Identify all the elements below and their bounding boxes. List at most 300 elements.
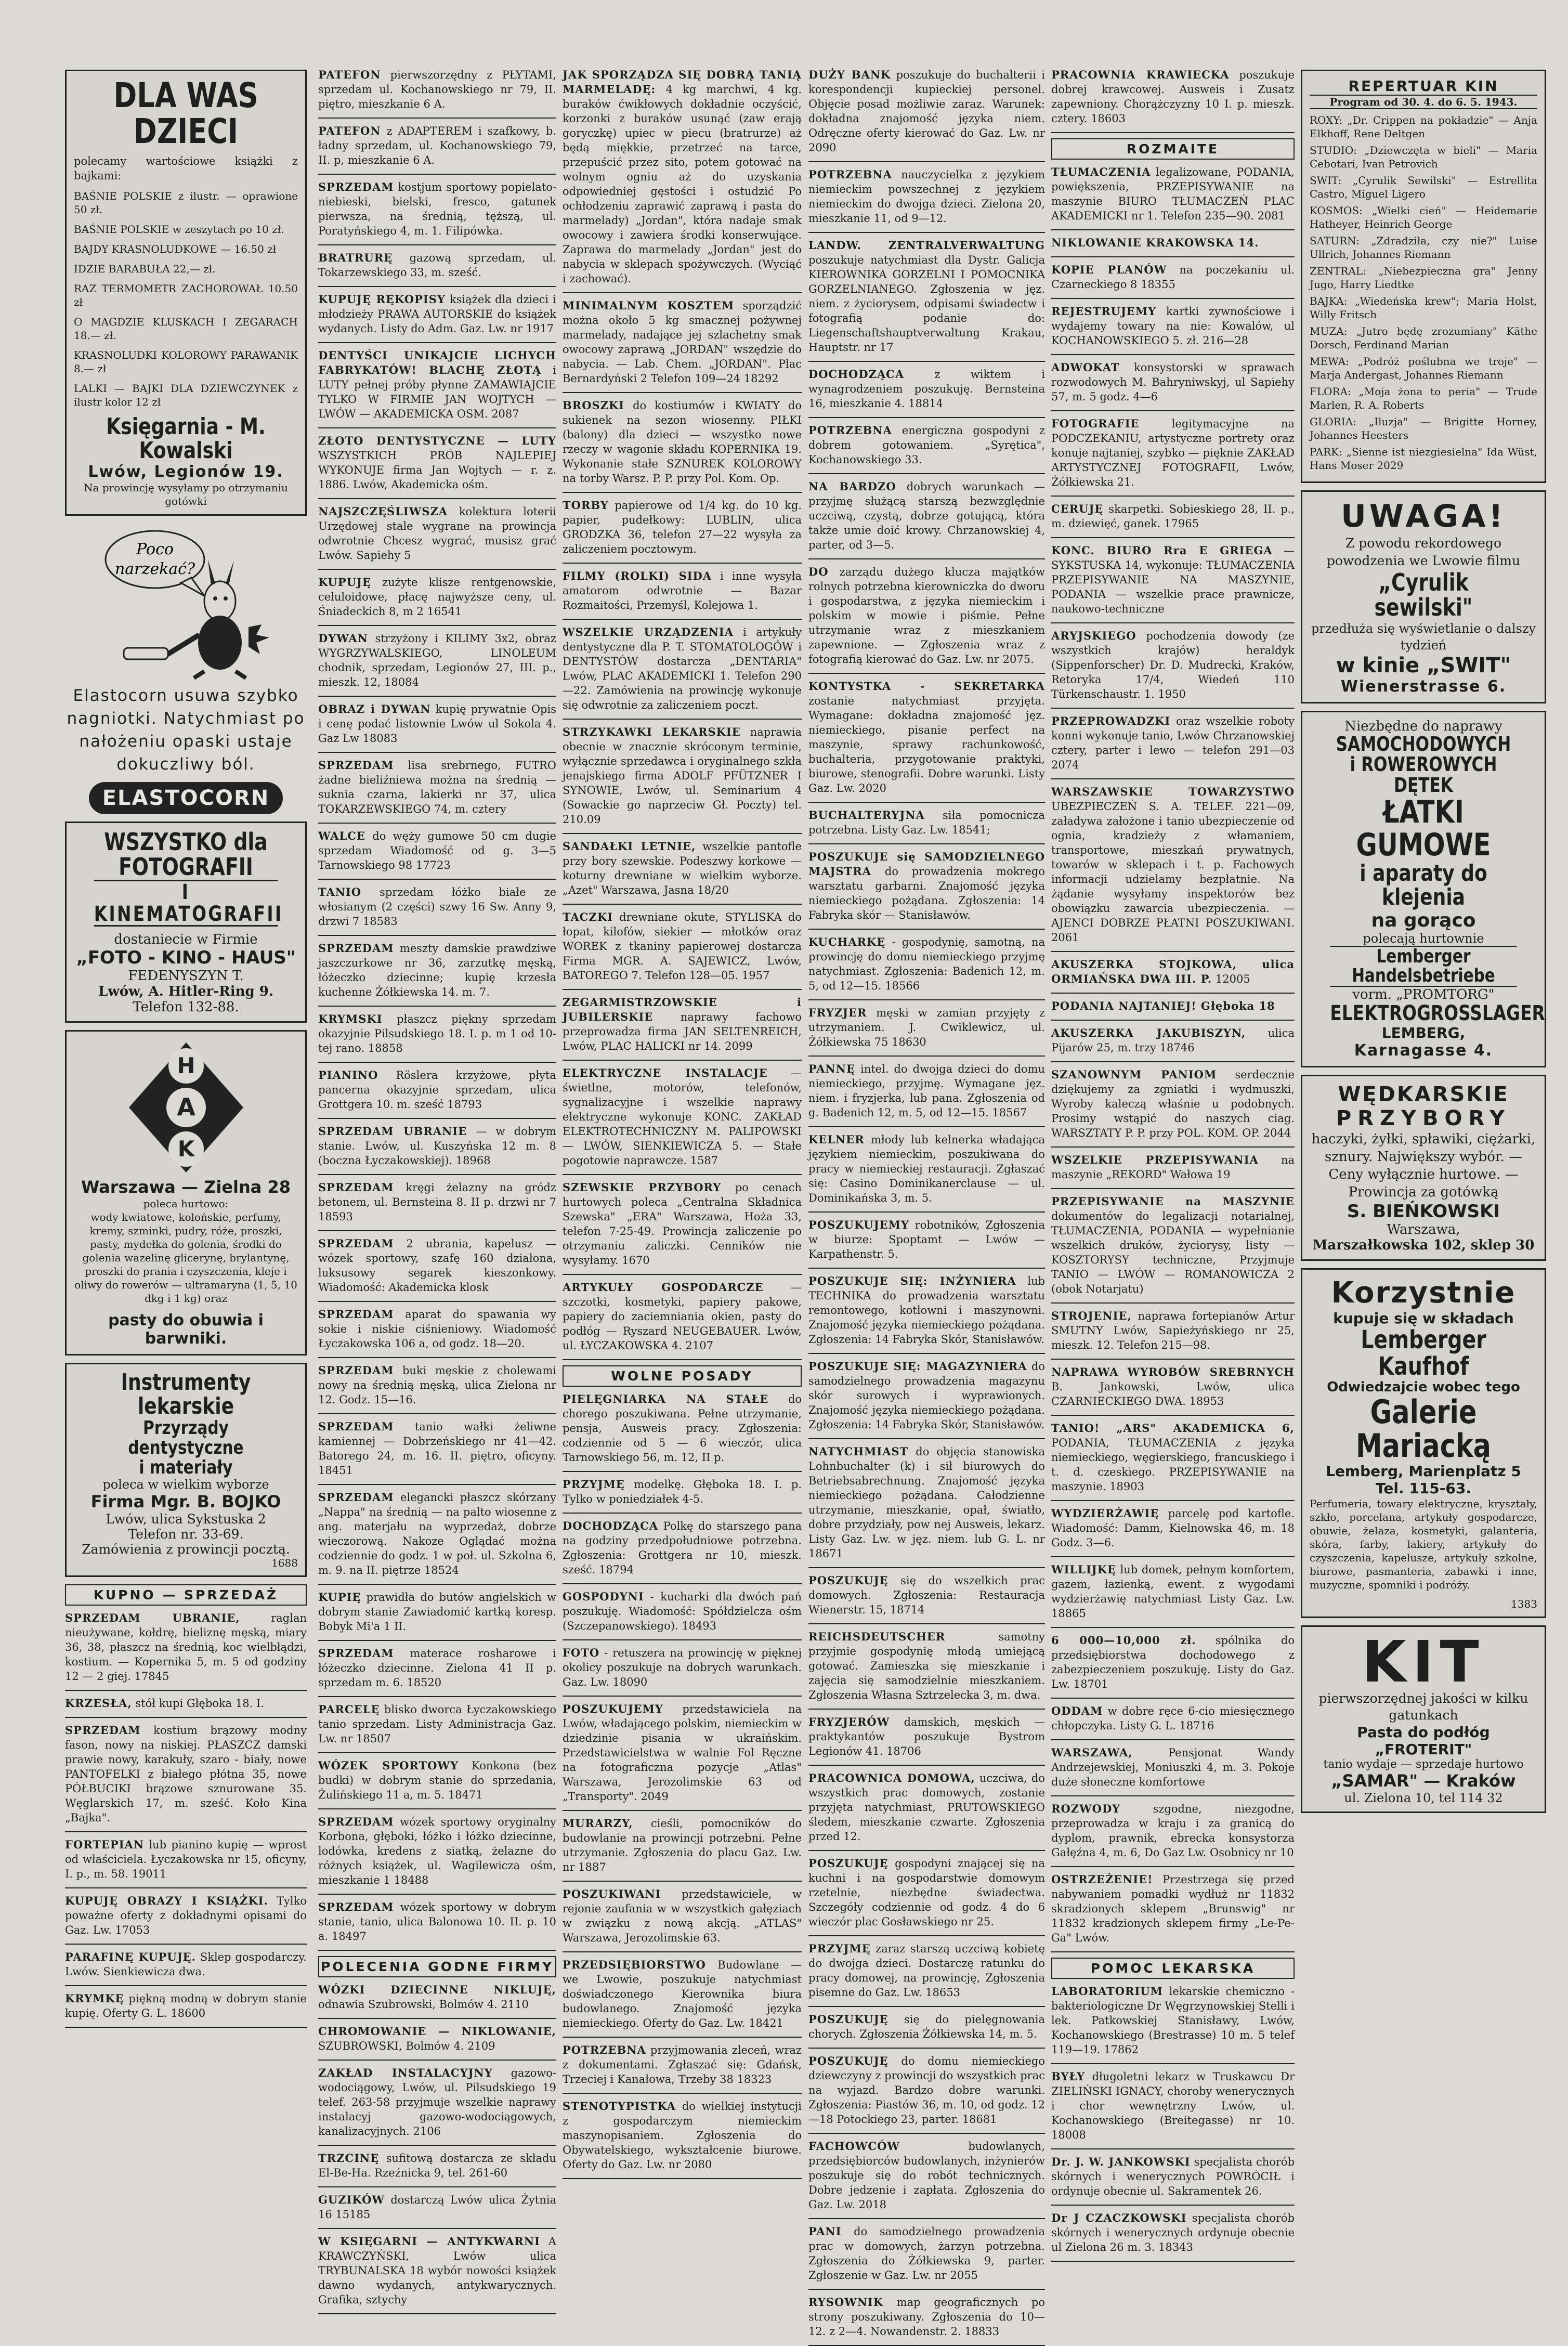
- ad-lead: PRACOWNIA KRAWIECKA: [1051, 68, 1230, 81]
- ad-text: męski w zamian przyjęty z utrzymaniem. J. Cwiklewicz, ul. Żółkiewska 75 18630: [808, 1007, 1045, 1048]
- divider: [1051, 778, 1295, 779]
- kit-address: ul. Zielona 10, tel 114 32: [1344, 1791, 1503, 1806]
- classified-ad: [318, 68, 556, 111]
- ad-latki-gumowe: [1301, 711, 1546, 1068]
- ad-text: poszukuje natychmiast dla Dystr. Galicja KIEROWNIKA GORZELNI I POMOCNIKA GORZELNIANEGO. Zgłoszenia w jęz. niem. z życiorysem, odpisami świadectw i fotografią podanie do: Liegenschaftshauptverwaltung Krakau, Hauptstr. nr 17: [808, 254, 1045, 354]
- ad-lead: WILLIJKĘ: [1051, 1563, 1116, 1576]
- classified-ad: [563, 725, 802, 827]
- cinema-listing: PARK: „Sienne ist niezgiesielna" Ida Wüst, Hans Moser 2029: [1310, 446, 1537, 472]
- section-header-wolne-posady: WOLNE POSADY: [563, 1365, 802, 1387]
- ad-text: kostium brązowy modny fason, nowy na niskiej. PŁASZCZ damski prawie nowy, karakuły, szaro - biały, nowe PANTOFELKI z białego płótna 35, nowe PÓŁBUCIKI brązowe sznurowane 35. Węglarskich 17, m. sześć. Koło Kina „Bajka".: [65, 1724, 307, 1824]
- divider: [318, 1230, 556, 1231]
- classified-ad: [1051, 1704, 1295, 1733]
- divider: [808, 1438, 1045, 1439]
- ad-text: B. Jankowski, Lwów, ulica CZARNIECKIEGO DWA. 18953: [1051, 1380, 1295, 1407]
- classified-ad: [318, 702, 556, 746]
- ad-dla-was-dzieci: [65, 70, 307, 516]
- ad-text: Polkę do starszego pana na godziny przedpołudniowe potrzebna. Zgłoszenia: Grottgera nr 10, mieszk. sześć. 18794: [563, 1520, 802, 1576]
- divider: [318, 1696, 556, 1697]
- classified-list: [563, 1392, 802, 2179]
- divider: [808, 2006, 1045, 2007]
- ad-lead: Dr. J. W. JANKOWSKI: [1051, 2155, 1191, 2168]
- divider: [1051, 2148, 1295, 2149]
- classified-list: [1051, 165, 1295, 1952]
- ad-text: Röslera krzyżowe, płyta pancerna okazyjnie sprzedam, ulica Grottgera 10. m. sześć 18793: [318, 1069, 556, 1111]
- ad-text: z wiktem i wynagrodzeniem poszukuję. Bernsteina 16, mieszkanie 4. 18814: [808, 368, 1045, 410]
- classified-ad: [808, 2054, 1045, 2127]
- ad-text: do samodzielnego prowadzenia prac w domowych, żarzyn potrzebna. Zgłoszenia do Żółkiewska 9, parter. Zgłoszenie w Gaz. Lw. nr 2055: [808, 2225, 1045, 2282]
- classified-ad: [318, 348, 556, 421]
- divider: [1051, 993, 1295, 994]
- divider: [563, 1639, 802, 1640]
- ad-title: DLA WAS DZIECI: [113, 75, 258, 152]
- ad-text: zostanie natychmiast przyjęta. Wymagane: dokładna znajomość jęz. niemieckiego, pisanie perfect na maszynie, sprawy rachunkowość, buchalteria, przygotowanie praktyki, biurowe, stenografii. Dobre warunki. Listy Gaz. Lw. 2020: [808, 695, 1045, 794]
- divider: [563, 1513, 802, 1514]
- ad-text: drewniane okute, STYLISKA do łopat, kilofów, siekier — młotków oraz WOREK z tkaniny papierowej dostarcza Firma MGR. A. SAJEWICZ, Lwów, BATOREGO 7. Telefon 128—05. 1957: [563, 911, 802, 982]
- ad-text: SZUBROWSKI, Bolmów 4. 2109: [318, 2040, 495, 2052]
- classified-ad: [1051, 2069, 1295, 2142]
- latki-line7: polecają hurtownie: [1363, 931, 1484, 946]
- ad-lead: ARYJSKIEGO: [1051, 629, 1136, 642]
- classified-ad: [808, 68, 1045, 155]
- ad-lead: KONTYSTKA - SEKRETARKA: [808, 680, 1045, 693]
- divider: [1051, 951, 1295, 952]
- classified-ad: [1051, 1745, 1295, 1789]
- ad-text: do wielkiej instytucji z gospodarczym niemieckim maszynopisaniem. Zgłoszenia do Obywatelskiego, wykształcenie biurowe. Oferty do Gaz. Lw. nr 2080: [563, 2100, 802, 2171]
- bubble-text-2: narzekać?: [114, 559, 195, 578]
- ad-text: z ADAPTEREM i szafkowy, b. ładny sprzedam, ul. Kochanowskiego 79, II. p, mieszkanie 6 A.: [318, 125, 556, 166]
- kaufhof-address: Lemberg, Marienplatz 5: [1326, 1463, 1521, 1480]
- ad-lead: POTRZEBNA: [563, 2043, 646, 2056]
- classified-ad: [318, 1307, 556, 1351]
- uwaga-title: UWAGA!: [1341, 498, 1506, 535]
- ad-item: BAŚNIE POLSKIE z ilustr. — oprawione 50 zł.: [74, 189, 298, 216]
- divider: [808, 2048, 1045, 2049]
- divider: [808, 1211, 1045, 1213]
- cinema-listing: KOSMOS: „Wielki cień" — Heidemarie Hatheyer, Heinrich George: [1310, 204, 1537, 230]
- kit-line2: tanio wydaje — sprzedaje hurtowo: [1323, 1758, 1524, 1771]
- ad-text: uczciwa, do wszystkich prac domowych, zostanie przyjęta natychmiast, PRUTOWSKIEGO śledem, mieszkanie czwarte. Zgłoszenia przed 12.: [808, 1772, 1046, 1843]
- ad-lead: KONC. BIURO Rra E GRIEGA: [1051, 544, 1273, 557]
- ad-lead: WARSZAWSKIE TOWARZYSTWO: [1051, 785, 1295, 798]
- divider: [563, 904, 802, 905]
- classified-ad: [318, 124, 556, 167]
- ad-text: przyjmowania zleceń, wraz z dokumentami. Zgłaszać się: Gdańsk, Trzeciej i Kanałowa, Trzeby 38 18323: [563, 2044, 802, 2086]
- divider: [318, 1006, 556, 1007]
- divider: [808, 1567, 1045, 1568]
- ad-lead: PRACOWNICA DOMOWA,: [808, 1771, 975, 1784]
- ad-text: materace rosharowe i łóżeczko dziecinne. Zielona 41 II p. sprzedam m. 6. 18520: [318, 1647, 556, 1689]
- latki-line4: ŁATKI GUMOWE: [1356, 794, 1491, 864]
- kaufhof-firm: Lemberger Kaufhof: [1361, 1325, 1486, 1381]
- divider: [318, 625, 556, 626]
- divider: [1051, 2063, 1295, 2064]
- divider: [1051, 1556, 1295, 1557]
- classified-ad: [563, 498, 802, 556]
- bojko-phone: Telefon nr. 33-69.: [128, 1527, 244, 1542]
- ad-lead: POSZUKUJE SIĘ: INŻYNIERA: [808, 1274, 1016, 1287]
- ad-text: specjalista chorób skórnych i wenerycznych ordynuje obecnie ul Zielona 26 m. 3. 18343: [1051, 2212, 1295, 2253]
- ad-lead: DO: [808, 565, 829, 578]
- ad-lead: SPRZEDAM: [318, 1364, 394, 1377]
- ad-text: lub domek, pełnym komfortem, gazem, łazienką, ewent. z wygodami wydzierżawię natychmiast Listy Gaz. Lw. 18865: [1051, 1563, 1295, 1620]
- ad-lead: TŁUMACZENIA: [1051, 165, 1151, 178]
- ad-lead: POTRZEBNA: [808, 424, 892, 437]
- bojko-title: Instrumenty lekarskie: [121, 1369, 251, 1419]
- ad-text: i artykuły dentystyczne dla P. T. STOMATOLOGÓW i DENTYSTÓW dostarcza „DENTARIA" Lwów, PLAC AKADEMICKI 1. Telefon 290—22. Zamówienia na prowincję wykonuje się odwrotnie za zaliczeniem poczt.: [563, 626, 802, 711]
- classified-ad: [318, 1646, 556, 1690]
- classified-ad: [563, 625, 802, 712]
- ad-item: BAJDY KRASNOLUDKOWE — 16.50 zł: [74, 242, 277, 255]
- ad-text: wózek sportowy w dobrym stanie, tanio, ulica Balonowa 10. II. p. 10 a. 18497: [318, 1901, 556, 1943]
- divider: [318, 286, 556, 287]
- ad-text: naprawia obecnie w znacznie skróconym terminie, wyłącznie sprzedawca i oryginalnego szkła jenajskiego firma ADOLF PFÜTZNER I SYNOWIE, Lwów, ul. Seminarium 4 (Sowackie go naprzeciw Gł. Poczty) tel. 210.09: [563, 726, 802, 826]
- classified-ad: [1051, 2211, 1295, 2254]
- ad-lead: DOCHODZĄCA: [563, 1519, 659, 1532]
- ad-text: szgodne, niezgodne, przeprowadza w kraju i za granicą do dyplom, prawnik, ebrecka konsystorza Gałęźna 4, m. 6, Do Gaz Lw. Osobnicy nr 10: [1051, 1803, 1295, 1859]
- ad-lead: TANIO: [318, 885, 362, 898]
- divider: [808, 1268, 1045, 1269]
- ad-lead: SPRZEDAM UBRANIE,: [65, 1611, 240, 1625]
- ad-item: KRASNOLUDKI KOLOROWY PARAWANIK 8.— zł: [74, 348, 298, 375]
- ad-lead: MINIMALNYM KOSZTEM: [563, 299, 735, 312]
- classified-ad: [808, 1941, 1045, 2000]
- divider: [318, 1752, 556, 1753]
- divider: [65, 1831, 307, 1832]
- divider: [318, 2018, 556, 2019]
- divider: [808, 417, 1045, 418]
- classified-ad: [65, 1894, 307, 1937]
- ad-text: poszukuje do buchalterii i korespondencji kupieckiej personel. Objęcie posad możliwie zaraz. Warunek: dokładna znajomość języka niem. Odręczne oferty kierować do Gaz. Lw. nr 2090: [808, 69, 1045, 154]
- divider: [318, 1950, 556, 1951]
- ad-lead: TANIO! „ARS" AKADEMICKA 6,: [1051, 1422, 1295, 1435]
- classified-ad: [1051, 1309, 1295, 1352]
- ad-text: gazowo-wodociągowy, Lwów, ul. Pilsudskiego 19 telef. 263-58 przyjmuje wszelkie naprawy instalacyj gazowo-wodociągowych, kanalizacyjnych. 2106: [318, 2067, 556, 2138]
- classified-ad: [1051, 360, 1295, 404]
- divider: [563, 292, 802, 293]
- ad-text: specjalista chorób skórnych i wenerycznych POWRÓCIŁ i ordynuje obecnie ul. Sakramentek 26.: [1051, 2156, 1295, 2197]
- ad-text: strzyżony i KILIMY 3x2, obraz WYGRZYWALSKIEGO, LINOLEUM chodnik, sprzedam, Legionów 27, III. p., mieszk. 12, 18084: [318, 632, 556, 688]
- classified-ad: [318, 758, 556, 816]
- bojko-line: poleca w wielkim wyborze: [102, 1477, 269, 1492]
- column-2: [318, 68, 557, 2306]
- ad-text: sprzedam łóżko białe ze włosianym (2 części) szwy 16 Sw. Anny 9, drzwi 7 18583: [318, 886, 556, 928]
- section-header-polecenia: POLECENIA GODNE FIRMY: [318, 1956, 556, 1977]
- section-header-rozmaite: ROZMAITE: [1051, 138, 1295, 160]
- ad-lead: PRZEPROWADZKI: [1051, 714, 1171, 727]
- ad-lead: KUPUJĘ RĘKOPISY: [318, 293, 446, 306]
- ad-text: Sklep gospodarczy. Lwów. Sienkiewicza dwa.: [65, 1951, 307, 1978]
- ad-lead: KUPIĘ: [318, 1591, 361, 1604]
- classified-ad: [1051, 2155, 1295, 2198]
- divider: [808, 1765, 1045, 1766]
- ad-text: piękną modną w dobrym stanie kupię. Oferty G. L. 18600: [65, 1992, 307, 2020]
- kit-title: KIT: [1362, 1628, 1485, 1696]
- ad-text: oraz wszelkie roboty konni wykonuje tanio, Lwów Chrzanowskiej cztery, parter i lewo — telefon 291—03 2074: [1051, 715, 1295, 771]
- divider: [1051, 1866, 1295, 1867]
- ad-lead: POSZUKUJĘ: [808, 2013, 888, 2026]
- divider: [318, 1484, 556, 1485]
- divider: [318, 1413, 556, 1414]
- classified-ad: [808, 850, 1045, 922]
- classified-ad: [1051, 1067, 1295, 1140]
- cinema-listing: ZENTRAL: „Niebezpieczna gra" Jenny Jugo, Harry Liedtke: [1310, 265, 1537, 291]
- ad-lead: ODDAM: [1051, 1704, 1103, 1717]
- classified-ad: [1051, 165, 1295, 223]
- divider: [318, 1301, 556, 1302]
- ad-lead: WARSZAWA,: [1051, 1746, 1133, 1759]
- foto-phone: Telefon 132-88.: [133, 999, 239, 1015]
- ad-lead: GOSPODYNI: [563, 1590, 644, 1603]
- latki-city: LEMBERG,: [1381, 1024, 1466, 1042]
- ad-lead: WÓZEK SPORTOWY: [318, 1759, 459, 1772]
- ad-lead: GUZIKÓW: [318, 2193, 385, 2206]
- ad-lead: SPRZEDAM: [318, 1420, 394, 1433]
- ad-lead: LANDW. ZENTRALVERWALTUNG: [808, 239, 1045, 252]
- ad-text: przedstawiciele, w rejonie zaufania w w wszystkich gałęziach w związku z nową akcją. „ATLAS" Warszawa, Jerozolimskie 63.: [563, 1888, 802, 1944]
- hak-logo-icon: [121, 1040, 251, 1175]
- classified-ad: [1051, 68, 1295, 126]
- divider: [318, 2060, 556, 2061]
- classified-ad: [318, 941, 556, 999]
- ad-item: O MAGDZIE KLUSKACH I ZEGARACH 18.— zł.: [74, 315, 298, 342]
- ad-lead: POSZUKUJE SIĘ: MAGAZYNIERA: [808, 1360, 1027, 1373]
- classified-ad: [1051, 543, 1295, 616]
- ad-text: map geograficznych po strony poszukiwany. Zgłoszenia do 10—12. z 2—4. Nowandenstr. 2. 18833: [808, 2296, 1045, 2338]
- classified-ad: [1051, 714, 1295, 772]
- divider: [808, 929, 1045, 930]
- foto-title-2: I KINEMATOGRAFII: [94, 880, 283, 926]
- kaufhof-num: 1383: [1511, 1598, 1537, 1611]
- ad-lead: TRZCINĘ: [318, 2152, 380, 2165]
- ad-lead: FORTEPIAN: [65, 1838, 145, 1852]
- foto-address: Lwów, A. Hitler-Ring 9.: [98, 983, 273, 999]
- ad-lead: KUPUJĘ OBRAZY I KSIĄŻKI.: [65, 1894, 268, 1908]
- ad-lead: KOPIE PLANÓW: [1051, 263, 1167, 276]
- classified-ad: [563, 569, 802, 612]
- kaufhof-gallery: Galerie Mariacką: [1356, 1393, 1491, 1465]
- ad-text: do węży gumowe 50 cm dugie sprzedam Wiadomość od g. 3—5 Tarnowskiego 98 17723: [318, 830, 556, 871]
- uwaga-line2: przedłuża się wyświetlanie o dalszy tydzień: [1311, 621, 1536, 653]
- cinema-listing: MUZA: „Jutro będę zrozumiany" Käthe Dorsch, Ferdinand Marian: [1310, 325, 1537, 351]
- latki-line6: na gorąco: [1371, 909, 1476, 931]
- ad-lead: CERUJĘ: [1051, 502, 1104, 515]
- ad-text: serdecznie dziękujemy za zgniatki i wydmuszki, Wyroby kaleczą właśnie u podobnych. Prosimy wstąpić do naszych ciag. WARSZTATY P. P. przy POL. KOM. OP. 2044: [1051, 1068, 1295, 1139]
- divider: [318, 569, 556, 570]
- ad-text: odnawia Szubrowski, Bolmów 4. 2110: [318, 1998, 529, 2011]
- wedk-address: Marszałkowska 102, sklep 30: [1312, 1237, 1535, 1254]
- ad-lead: POSZUKUJEMY: [808, 1218, 909, 1231]
- divider: [808, 473, 1045, 474]
- classified-ad: [563, 1958, 802, 2030]
- classified-ad: [808, 2139, 1045, 2212]
- ad-lead: NA BARDZO: [808, 480, 896, 493]
- ad-lead: PANI: [808, 2225, 842, 2238]
- divider: [1051, 1302, 1295, 1304]
- ad-lead: NATYCHMIAST: [808, 1445, 909, 1458]
- classified-ad: [318, 1124, 556, 1168]
- ad-lemberger-kaufhof: [1301, 1268, 1546, 1618]
- classified-ad: [1051, 999, 1295, 1013]
- repertuar-title: REPERTUAR KIN: [1310, 77, 1537, 96]
- kaufhof-line2: Odwiedzajcie wobec tego: [1327, 1379, 1520, 1396]
- ad-text: do chorego poszukiwana. Pełne utrzymanie, pensja, Ausweis pracy. Zgłoszenia: codziennie od 5 — 6 wieczór, ulica Tarnowskiego 56, m. 12, II p.: [563, 1393, 802, 1464]
- ad-text: legitymacyjne na PODCZEKANIU, artystyczne portrety oraz konuje najtaniej, szybko — pięknie ZAKŁAD ARTYSTYCZNEJ FOTOGRAFII, Lwów, Żółkiewska 21.: [1051, 418, 1295, 488]
- ad-text: Tylko poważne oferty z dokładnymi opisami do Gaz. Lw. 17053: [65, 1895, 307, 1937]
- classified-ad: [808, 367, 1045, 411]
- ad-text: na poczekaniu ul. Czarneckiego 8 18355: [1051, 264, 1295, 291]
- divider: [318, 2228, 556, 2229]
- latki-line3: i ROWEROWYCH DĘTEK: [1350, 753, 1497, 797]
- classified-ad: [808, 1132, 1045, 1205]
- ad-lead: POTRZEBNA: [808, 168, 892, 181]
- divider: [808, 673, 1045, 674]
- ad-lead: PANNĘ: [808, 1062, 855, 1075]
- ad-elastocorn: [65, 523, 307, 814]
- classified-ad: [318, 829, 556, 872]
- ad-text: i inne wysyła amatorom odwrotnie — Bazar Rozmaitości, Przemyśl, Kolejowa 1.: [563, 570, 802, 611]
- ad-lead: PRZEDSIĘBIORSTWO: [563, 1958, 706, 1971]
- ad-text: do prowadzenia mokrego warsztatu garbarni. Znajomość języka niemieckiego pożądana. Zgłoszenia: 14 Fabryka skór — Stanisławów.: [808, 865, 1045, 921]
- divider: [563, 1274, 802, 1275]
- divider: [1051, 1359, 1295, 1360]
- ad-lead: W KSIĘGARNI — ANTYKWARNI: [318, 2235, 540, 2248]
- divider: [563, 833, 802, 834]
- section-header-kupno: KUPNO — SPRZEDAŻ: [65, 1584, 307, 1606]
- ad-text: młody lub kelnerka władająca językiem niemieckim, poszukiwana do pracy w niemieckiej restauracji. Zgłaszać się: Casino Dominikanerclause — ul. Dominikańska 3, m. 5.: [808, 1133, 1045, 1204]
- divider: [1051, 1951, 1295, 1952]
- ad-text: lisa srebrnego, FUTRO żadne bieliźniewa można na średnią — suknia czarna, lakierki nr 37, ulica TOKARZEWSKIEGO 74, m. cztery: [318, 759, 556, 815]
- classified-ad: [318, 1363, 556, 1407]
- ad-text: kostjum sportowy popielato-niebieski, bielski, fresco, gatunek pierwsza, na średnią, tęższą, ul. Poratyńskiego 4, m. 1. Filipówka.: [318, 181, 556, 237]
- divider: [65, 1690, 307, 1691]
- divider: [318, 498, 556, 499]
- ad-lead: PRZYJMĘ: [808, 1942, 871, 1955]
- ad-text: dostarczą Lwów ulica Żytnia 16 15185: [318, 2194, 556, 2221]
- ad-lead: SPRZEDAM: [318, 1308, 394, 1321]
- ad-text: kupię prywatnie Opis i cenę podać listownie Lwów ul Sokola 4. Gaz Lw 18083: [318, 703, 556, 745]
- classified-ad: [318, 504, 556, 563]
- ad-lead: PATEFON: [318, 124, 381, 137]
- ad-lead: ZEGARMISTRZOWSKIE i JUBILERSKIE: [563, 996, 802, 1023]
- ad-text: na maszynie „REKORD" Wałowa 19: [1051, 1154, 1295, 1181]
- ad-lead: NAJSZCZĘŚLIWSZA: [318, 505, 448, 518]
- latki-vorm: vorm. „PROMTORG": [1352, 987, 1495, 1003]
- divider: [318, 1118, 556, 1119]
- divider: [318, 879, 556, 880]
- ad-text: parcelę pod kartofle. Wiadomość: Damm, Kielnowska 46, m. 18 Godz. 3—6.: [1051, 1507, 1295, 1549]
- classified-list: [1051, 1984, 1295, 2262]
- divider: [808, 161, 1045, 162]
- classified-ad: [563, 1519, 802, 1577]
- ad-lead: STRZYKAWKI LEKARSKIE: [563, 725, 741, 738]
- divider: [318, 1357, 556, 1358]
- ad-text: po cenach hurtowych poleca „Centralna Składnica Szewska" „ERA" Warszawa, Hoża 33, telefon 7-25-49. Prowincja zaliczenie po otrzymaniu zaliczki. Cenników nie wysyłamy. 1670: [563, 1181, 802, 1267]
- ad-lead: SPRZEDAM: [318, 1237, 394, 1250]
- ad-text: kręgi żelazny na gródz betonem, ul. Bernsteina 8. II p. drzwi nr 7 18593: [318, 1181, 556, 1223]
- classified-ad: [808, 1218, 1045, 1261]
- ad-text: się do wszelkich prac domowych. Zgłoszenia: Restauracja Wienerstr. 15, 18714: [808, 1574, 1045, 1616]
- ad-text: dokumentów do legalizacji notarialnej, TŁUMACZENIA, PODANIA — wypełnianie wszelkich druków, życiorysy, listy — KOSZTORYSY techniczne, Przyjmuje TANIO — LWÓW — ROMANOWICZA 2 (obok Notarjatu): [1051, 1210, 1295, 1295]
- divider: [1051, 1415, 1295, 1416]
- classified-ad: [318, 1983, 556, 2012]
- ad-lead: SPRZEDAM: [318, 180, 394, 193]
- cinema-listing: SATURN: „Zdradziła, czy nie?" Luise Ullrich, Johannes Riemann: [1310, 234, 1537, 260]
- cinema-listing: BAJKA: „Wiedeńska krew"; Maria Holst, Willy Fritsch: [1310, 295, 1537, 321]
- bojko-sub1: Przyrządy dentystyczne: [128, 1417, 244, 1458]
- ad-text: siła pomocnicza potrzebna. Listy Gaz. Lw. 18541;: [808, 809, 1045, 836]
- divider: [65, 1944, 307, 1945]
- ad-lead: KUPUJĘ: [318, 576, 371, 589]
- ad-lead: NIKLOWANIE KRAKOWSKA 14.: [1051, 236, 1259, 249]
- ad-lead: PRZEPISYWANIE na MASZYNIE: [1051, 1195, 1295, 1208]
- ad-text: zużyte klisze rentgenowskie, celuloidowe, płacę najwyższe ceny, ul. Śniadeckich 8, m 2 16541: [318, 576, 556, 618]
- wedk-title-2: PRZYBORY: [1336, 1106, 1511, 1131]
- classified-ad: [318, 1012, 556, 1055]
- ad-lead: WSZELKIE URZĄDZENIA: [563, 625, 734, 638]
- divider: [563, 989, 802, 990]
- ad-text: lub TECHNIKA do prowadzenia warsztatu remontowego, kotłowni i maszynowni. Znajomość języka niemieckiego pożądana. Zgłoszenia: 14 Fabryka Skór, Stanisławów.: [808, 1275, 1046, 1346]
- ad-text: zarządu dużego klucza majątków rolnych potrzebna kierowniczka do dworu i gospodarstwa, z języka niemieckim i polskim w mowie i piśmie. Pełne utrzymanie wraz z mieszkaniem zapewnione. — Zgłoszenia wraz z fotografią kierować do Gaz. Lw. nr 2075.: [808, 566, 1045, 666]
- ad-text: do samodzielnego prowadzenia magazynu skór surowych i wyprawionych. Znajomość języka niemieckiego pożądana. Zgłoszenia: 14 Fabryka Skór, Stanisławów.: [808, 1360, 1045, 1431]
- uwaga-cinema: w kinie „SWIT": [1336, 653, 1511, 677]
- bubble-text-1: Poco: [136, 540, 174, 558]
- ad-text: Pensjonat Wandy Andrzejewskiej, Moniuszki 4, m. 3. Pokoje duże słoneczne komfortowe: [1051, 1747, 1295, 1788]
- ad-text: 2 ubrania, kapelusz — wózek sportowy, szafę 160 działona, luksusowy segarek kieszonkowy. Wiadomość: Akademicka klosk: [318, 1237, 556, 1294]
- ad-lead: WYDZIERŻAWIĘ: [1051, 1507, 1159, 1520]
- divider: [1051, 298, 1295, 299]
- classified-ad: [808, 479, 1045, 552]
- divider: [1051, 1061, 1295, 1062]
- ad-uwaga: [1301, 490, 1546, 703]
- divider: [318, 2145, 556, 2146]
- cinema-listing: ROXY: „Dr. Crippen na pokładzie" — Anja Elkhoff, Rene Deltgen: [1310, 114, 1537, 140]
- ad-lead: STROJENIE,: [1051, 1309, 1132, 1322]
- ad-text: przedstawiciela na Lwów, władającego polskim, niemieckim w dziedzinie pisania w ukraińskim. Przedstawicielstwa w walnie Fol Ręczne na fotograficzna pozycje „Atlas" Warszawa, Jerozolimskie 63 od „Transporty". 2049: [563, 1703, 802, 1803]
- ad-text: - retuszera na prowincję w pięknej okolicy poszukuje na dobrych warunkach. Gaz. Lw. 18090: [563, 1647, 802, 1688]
- ad-text: gazową sprzedam, ul. Tokarzewskiego 33, m. sześć.: [318, 252, 556, 279]
- ad-lead: ZAKŁAD INSTALACYJNY: [318, 2066, 493, 2079]
- ad-lead: ZŁOTO DENTYSTYCZNE — LUTY: [318, 434, 556, 447]
- ad-lead: SPRZEDAM: [318, 1181, 394, 1194]
- divider: [1051, 1500, 1295, 1501]
- classified-list: [808, 68, 1045, 2346]
- wedk-city: Warszawa,: [1387, 1222, 1460, 1238]
- divider: [563, 1060, 802, 1061]
- ad-lead: SZANOWNYM PANIOM: [1051, 1068, 1217, 1081]
- classified-ad: [563, 1066, 802, 1168]
- divider: [563, 2037, 802, 2038]
- ad-text: damskich, męskich — praktykantów poszukuje Bystrom Legionów 41. 18706: [808, 1716, 1045, 1757]
- divider: [318, 1584, 556, 1585]
- classified-ad: [65, 1611, 307, 1684]
- divider: [1051, 256, 1295, 257]
- ad-text: meszty damskie prawdziwe jaszczurkowe nr 36, zarzutkę męską, łóżeczko dziecinne; kupię krzesła kuchenne Żółkiewska 14. m. 7.: [318, 942, 556, 998]
- ad-text: PODANIA, TŁUMACZENIA z języka niemieckiego, węgierskiego, francuskiego i t. d. czeskiego. PRZEPISYWANIE na maszynie. 18903: [1051, 1437, 1295, 1493]
- divider: [808, 843, 1045, 844]
- ad-text: raglan nieużywane, kołdrę, bieliznę męską, miary 36, 38, płaszcz na średnią, koc wielbłądzi, kostium. — Kopernika 5, m. 5 od godziny 12 — 2 giej. 17845: [65, 1612, 307, 1683]
- ad-text: elegancki płaszcz skórzany „Nappa" na średnią — na palto wiosenne z ang. materjału na wyprzedaż, dobrze wieczorową. Nakoze Oglądać można codziennie do godz. 1 w poł. ul. Szkolna 6, m. 9. na II. piętrze 18524: [318, 1491, 556, 1576]
- ad-text: modelkę. Głęboka 18. I. p. Tylko w poniedziałek 4-5.: [563, 1478, 802, 1505]
- classified-ad: [318, 575, 556, 619]
- ad-text: pochodzenia dowody (ze wszystkich krajów) heraldyk (Sippenforscher) Dr. D. Mudrecki, Kraków, Retoryka 17/4, Wiedeń 110 Türkenschaustr. 1. 1950: [1051, 630, 1295, 700]
- ad-lead: SPRZEDAM: [318, 1900, 394, 1913]
- ad-lead: PATEFON: [318, 68, 381, 81]
- divider: [318, 1174, 556, 1175]
- divider: [1051, 496, 1295, 497]
- ad-text: konsystorski w sprawach rozwodowych M. Bahryniwskyj, ul Sapiehy 57, m. 5 godz. 4—6: [1051, 361, 1295, 403]
- ad-lead: LABORATORIUM: [1051, 1985, 1163, 1998]
